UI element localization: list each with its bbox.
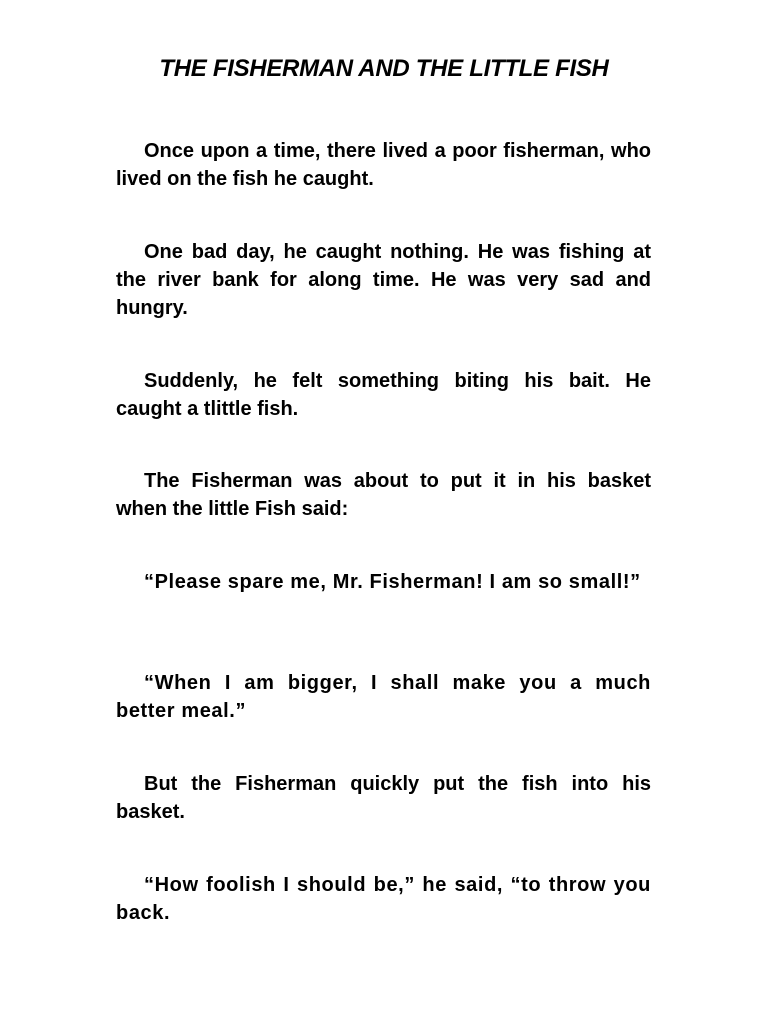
story-paragraph: “How foolish I should be,” he said, “to throw you back. — [116, 874, 651, 924]
story-paragraph: But the Fisherman quickly put the fish into his basket. — [116, 773, 651, 823]
story-paragraph: “When I am bigger, I shall make you a much better meal.” — [116, 672, 651, 722]
story-paragraph: One bad day, he caught nothing. He was fishing at the river bank for along time. He was very sad and hungry. — [116, 241, 651, 319]
story-paragraph: Suddenly, he felt something biting his bait. He caught a tlittle fish. — [116, 370, 651, 420]
story-paragraph: “Please spare me, Mr. Fisherman! I am so small!” — [144, 571, 641, 593]
story-paragraph: Once upon a time, there lived a poor fisherman, who lived on the fish he caught. — [116, 140, 651, 190]
page-title: THE FISHERMAN AND THE LITTLE FISH — [159, 55, 609, 82]
story-paragraph: The Fisherman was about to put it in his basket when the little Fish said: — [116, 470, 651, 520]
